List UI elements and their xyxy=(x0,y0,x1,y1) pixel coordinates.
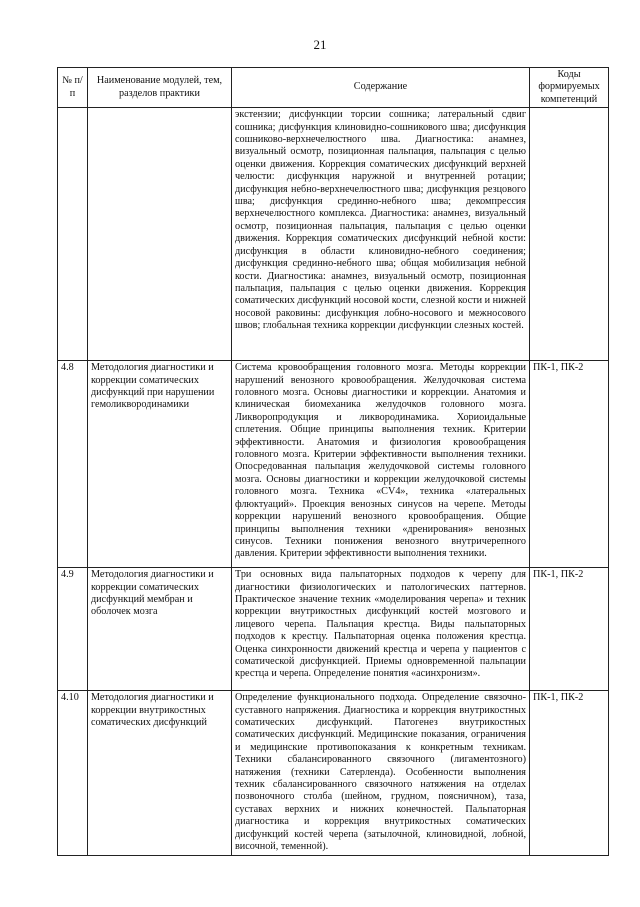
row-content: Определение функционального подхода. Определение связочно-суставного напряжения. Диагностика и коррекция внутрикостных соматических дисфункций. Патогенез внутрикостных соматических дисфункций. Медицинские показания, ограничения и медицинские противопоказания к конкретным техникам. Техники сбалансированного связочного (лигаментозного) натяжения (техники Сатерленда). Особенности выполнения техник сбалансированного связочного натяжения на отделах позвоночного столба (шейном, грудном, поясничном), таза, суставах верхних и нижних конечностей. Пальпаторная диагностика и коррекция внутрикостных соматических дисфункций костей черепа (затылочной, клиновидной, лобной, височной, теменной). xyxy=(232,691,530,855)
table-row xyxy=(58,568,609,691)
table-row xyxy=(58,691,609,855)
row-codes xyxy=(530,108,609,361)
row-name: Методология диагностики и коррекции внутрикостных соматических дисфункций xyxy=(88,691,232,855)
row-name xyxy=(88,108,232,361)
page-number: 21 xyxy=(313,37,327,52)
header-codes: Коды формируемых компетенций xyxy=(530,68,609,108)
row-num xyxy=(58,108,88,361)
row-name: Методология диагностики и коррекции соматических дисфункций мембран и оболочек мозга xyxy=(88,568,232,691)
row-content: Система кровообращения головного мозга. Методы коррекции нарушений венозного кровообращения. Желудочковая система головного мозга. Основы диагностики и коррекции. Анатомия и клиническая биомеханика желудочков головного мозга. Ликворопродукция и ликвородинамика. Хориоидальные сплетения. Общие принципы выполнения техник. Критерии эффективности. Анатомия и физиология кровообращения головного мозга. Критерии эффективности выполнения техники. Опосредованная пальпация желудочковой системы головного мозга. Основы диагностики и коррекции желудочковой системы головного мозга. Техника «CV4», техника «латеральных флюктуаций». Проекция венозных синусов на черепе. Методы коррекции нарушений венозного кровообращения. Общие принципы выполнения техники «дренирования» венозных синусов. Техники понижения венозного внутричерепного давления. Критерии эффективности выполнения техники. xyxy=(232,361,530,568)
header-num: № п/п xyxy=(58,68,88,108)
row-num: 4.9 xyxy=(58,568,88,691)
header-name: Наименование модулей, тем, разделов практики xyxy=(88,68,232,108)
table-row xyxy=(58,108,609,361)
row-num: 4.8 xyxy=(58,361,88,568)
curriculum-table xyxy=(57,67,609,856)
row-codes: ПК-1, ПК-2 xyxy=(530,568,609,691)
row-content: экстензии; дисфункции торсии сошника; латеральный сдвиг сошника; дисфункция клиновидно-сошникового шва; дисфункция сошниково-верхнечелюстного шва. Диагностика: анамнез, визуальный осмотр, позиционная пальпация, пальпация с целью оценки движения. Коррекция соматических дисфункций верхней челюсти: дисфункция наружной и внутренней ротации; дисфункция небно-верхнечелюстного шва; дисфункция резцового шва; дисфункция срединно-небного шва; декомпрессия верхнечелюстного комплекса. Диагностика: анамнез, визуальный осмотр, позиционная пальпация, пальпация с целью оценки движения. Коррекция соматических дисфункций небной кости: дисфункция в области клиновидно-небного соединения; дисфункция срединно-небного шва; общая мобилизация небной кости. Диагностика: анамнез, визуальный осмотр, позиционная пальпация, пальпация с целью оценки движения. Коррекция соматических дисфункций носовой кости, слезной кости и нижней носовой раковины: дисфункция лобно-носового и межносового швов; глобальная техника коррекции дисфункции слезных костей. xyxy=(232,108,530,361)
row-codes: ПК-1, ПК-2 xyxy=(530,361,609,568)
row-num: 4.10 xyxy=(58,691,88,855)
row-content: Три основных вида пальпаторных подходов к черепу для диагностики физиологических и патологических паттернов. Практическое значение техник «моделирования черепа» и техник коррекции внутрикостных дисфункций костей мозгового и лицевого черепа. Пальпация крестца. Виды пальпаторных подходов к крестцу. Пальпаторная оценка положения крестца. Оценка синхронности движений крестца и черепа у пациентов с соматической дисфункцией. Приемы одновременной пальпации крестца и черепа. Определение понятия «асинхронизм». xyxy=(232,568,530,691)
row-name: Методология диагностики и коррекции соматических дисфункций при нарушении гемоликвородинамики xyxy=(88,361,232,568)
row-codes: ПК-1, ПК-2 xyxy=(530,691,609,855)
table-header-row xyxy=(58,68,609,108)
header-content: Содержание xyxy=(232,68,530,108)
table-row xyxy=(58,361,609,568)
